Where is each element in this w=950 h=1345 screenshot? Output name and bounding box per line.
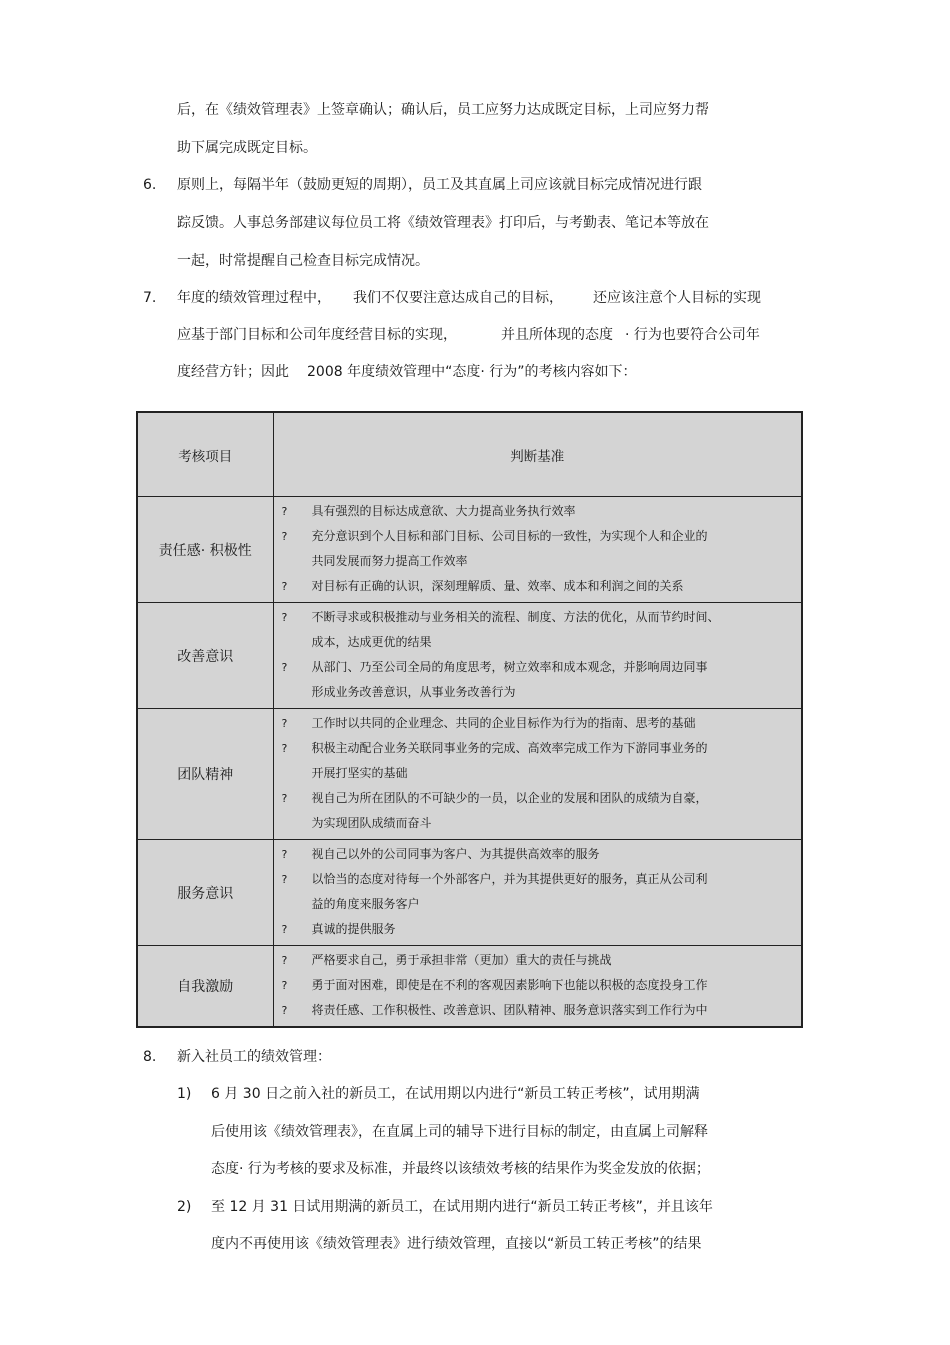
criterion-text: 将责任感、工作积极性、改善意识、团队精神、服务意识落实到工作行为中: [311, 1003, 708, 1017]
row-item: 自我激励: [137, 946, 273, 1028]
sub-item-number: 2): [177, 1199, 192, 1215]
criterion-text: 益的角度来服务客户: [311, 897, 420, 911]
criterion-text: 共同发展而努力提高工作效率: [311, 554, 468, 568]
paragraph-line: 态度· 行为考核的要求及标准，并最终以该绩效考核的结果作为奖金发放的依据；: [211, 1161, 710, 1177]
criterion: [274, 736, 802, 786]
criterion-text: 工作时以共同的企业理念、共同的企业目标作为行为的指南、思考的基础: [311, 716, 696, 730]
criterion-text: 开展打坚实的基础: [311, 766, 408, 780]
paragraph-line: [177, 363, 636, 381]
row-criteria: [273, 603, 802, 709]
table-row: [137, 497, 802, 603]
criterion-text: 为实现团队成绩而奋斗: [311, 816, 432, 830]
criteria-table: [136, 411, 803, 1028]
paragraph-line: 原则上，每隔半年（鼓励更短的周期），员工及其直属上司应该就目标完成情况进行跟: [177, 177, 702, 193]
criterion-text: 对目标有正确的认识，深刻理解质、量、效率、成本和利润之间的关系: [311, 579, 684, 593]
row-criteria: [273, 946, 802, 1028]
intro-line: 后，在《绩效管理表》上签章确认；确认后，员工应努力达成既定目标，上司应努力帮: [177, 102, 709, 118]
table-header-row: [137, 412, 802, 497]
bullet-icon: ?: [281, 923, 288, 936]
criterion-text: 形成业务改善意识，从事业务改善行为: [311, 685, 516, 699]
row-item: 改善意识: [137, 603, 273, 709]
header-item: 考核项目: [137, 412, 273, 497]
bullet-icon: ?: [281, 530, 288, 543]
criterion-text: 充分意识到个人目标和部门目标、公司目标的一致性，为实现个人和企业的: [311, 529, 708, 543]
bullet-icon: ?: [281, 661, 288, 674]
bullet-icon: ?: [281, 717, 288, 730]
text-segment: 度经营方针；因此: [177, 364, 289, 380]
criterion: [274, 786, 802, 836]
bullet-icon: ?: [281, 979, 288, 992]
row-item: 团队精神: [137, 709, 273, 840]
row-criteria: [273, 709, 802, 840]
criterion-text: 从部门、乃至公司全局的角度思考，树立效率和成本观念，并影响周边同事: [311, 660, 708, 674]
paragraph-line: [177, 326, 760, 344]
paragraph-line: 踪反馈。人事总务部建议每位员工将《绩效管理表》打印后，与考勤表、笔记本等放在: [177, 215, 709, 231]
item-number: 6.: [143, 177, 157, 193]
paragraph-line: 至 12 月 31 日试用期满的新员工，在试用期内进行“新员工转正考核”，并且该年: [211, 1199, 713, 1215]
bullet-icon: ?: [281, 611, 288, 624]
criterion-text: 以恰当的态度对待每一个外部客户，并为其提供更好的服务，真正从公司利: [311, 872, 708, 886]
row-item: 责任感· 积极性: [137, 497, 273, 603]
intro-line: 助下属完成既定目标。: [177, 140, 317, 156]
criterion: [274, 867, 802, 917]
criterion-text: 视自己为所在团队的不可缺少的一员，以企业的发展和团队的成绩为自豪，: [311, 791, 708, 805]
text-segment: 年度的绩效管理过程中，: [177, 290, 331, 306]
paragraph-line: [177, 289, 761, 307]
text-segment: 2008 年度绩效管理中“态度· 行为”的考核内容如下：: [307, 364, 637, 380]
text-segment: 并且所体现的态度: [501, 327, 613, 343]
item-number: 8.: [143, 1049, 157, 1065]
criterion-text: 不断寻求或积极推动与业务相关的流程、制度、方法的优化，从而节约时间、: [311, 610, 720, 624]
bullet-icon: ?: [281, 873, 288, 886]
row-item: 服务意识: [137, 840, 273, 946]
criterion-text: 勇于面对困难，即使是在不利的客观因素影响下也能以积极的态度投身工作: [311, 978, 708, 992]
paragraph-line: 6 月 30 日之前入社的新员工，在试用期以内进行“新员工转正考核”，试用期满: [211, 1086, 700, 1102]
criterion-text: 视自己以外的公司同事为客户、为其提供高效率的服务: [311, 847, 600, 861]
criterion: [274, 948, 802, 973]
row-criteria: [273, 840, 802, 946]
bullet-icon: ?: [281, 1004, 288, 1017]
item-number: 7.: [143, 290, 157, 306]
criterion-text: 成本，达成更优的结果: [311, 635, 432, 649]
header-criteria: 判断基准: [273, 412, 802, 497]
row-criteria: [273, 497, 802, 603]
table-row: [137, 603, 802, 709]
table-row: [137, 946, 802, 1028]
criterion: [274, 842, 802, 867]
criterion-text: 具有强烈的目标达成意欲、大力提高业务执行效率: [311, 504, 576, 518]
paragraph-line: 一起，时常提醒自己检查目标完成情况。: [177, 253, 429, 269]
criterion: [274, 574, 802, 599]
criterion-text: 严格要求自己，勇于承担非常（更加）重大的责任与挑战: [311, 953, 612, 967]
criterion: [274, 711, 802, 736]
criterion: [274, 917, 802, 942]
section-title: 新入社员工的绩效管理：: [177, 1049, 331, 1065]
sub-item-number: 1): [177, 1086, 192, 1102]
bullet-icon: ?: [281, 580, 288, 593]
criterion: [274, 605, 802, 655]
criterion: [274, 524, 802, 574]
paragraph-line: 度内不再使用该《绩效管理表》进行绩效管理，直接以“新员工转正考核”的结果: [211, 1236, 702, 1252]
text-segment: 还应该注意个人目标的实现: [593, 290, 761, 306]
criterion: [274, 973, 802, 998]
bullet-icon: ?: [281, 792, 288, 805]
text-segment: 我们不仅要注意达成自己的目标，: [353, 290, 563, 306]
criterion: [274, 655, 802, 705]
paragraph-line: 后使用该《绩效管理表》，在直属上司的辅导下进行目标的制定，由直属上司解释: [211, 1124, 708, 1140]
table-row: [137, 709, 802, 840]
bullet-icon: ?: [281, 848, 288, 861]
criterion-text: 真诚的提供服务: [311, 922, 396, 936]
table-row: [137, 840, 802, 946]
bullet-icon: ?: [281, 742, 288, 755]
bullet-icon: ?: [281, 954, 288, 967]
text-segment: · 行为也要符合公司年: [625, 327, 760, 343]
bullet-icon: ?: [281, 505, 288, 518]
criterion-text: 积极主动配合业务关联同事业务的完成、高效率完成工作为下游同事业务的: [311, 741, 708, 755]
criterion: [274, 499, 802, 524]
criterion: [274, 998, 802, 1023]
text-segment: 应基于部门目标和公司年度经营目标的实现，: [177, 327, 457, 343]
